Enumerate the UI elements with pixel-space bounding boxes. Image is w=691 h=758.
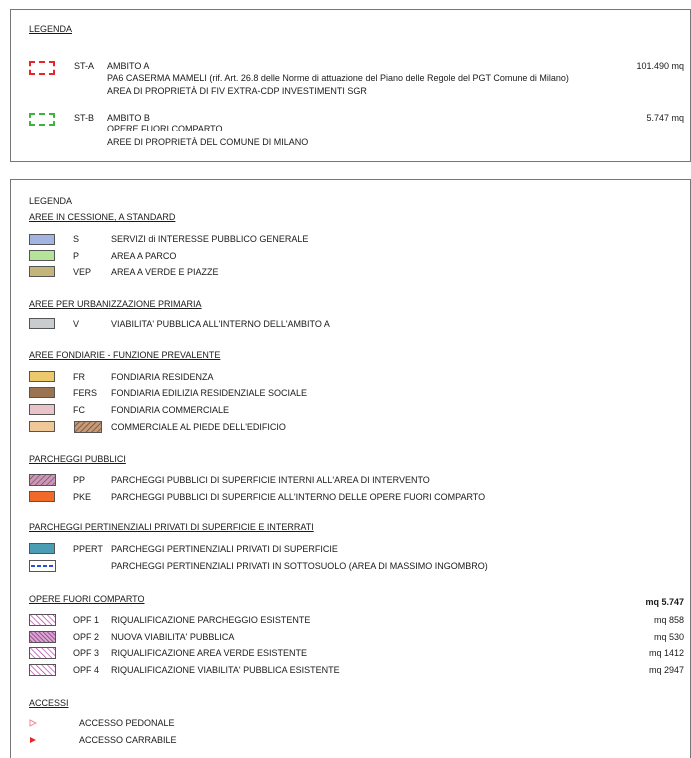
ambito-b-ownership: AREE DI PROPRIETÀ DEL COMUNE DI MILANO [107, 137, 309, 147]
label-opf4: RIQUALIFICAZIONE VIABILITA' PUBBLICA ESISTENTE [111, 665, 340, 675]
label-vep: AREA A VERDE E PIAZZE [111, 267, 219, 277]
top-legend-title: LEGENDA [29, 24, 73, 34]
swatch-vep [29, 266, 55, 277]
ambito-a-title: AMBITO A [107, 61, 150, 71]
ambito-b-description: OPERE FUORI COMPARTO [107, 124, 223, 131]
swatch-commerciale-hatch [74, 421, 102, 433]
code-ppert: PPERT [73, 544, 103, 554]
section-title-opere: OPERE FUORI COMPARTO [29, 594, 145, 604]
opere-total: mq 5.747 [645, 597, 684, 607]
section-title-urbanizzazione: AREE PER URBANIZZAZIONE PRIMARIA [29, 299, 202, 309]
swatch-commerciale [29, 421, 55, 432]
value-opf1: mq 858 [653, 615, 684, 625]
label-fc: FONDIARIA COMMERCIALE [111, 405, 230, 415]
label-fers: FONDIARIA EDILIZIA RESIDENZIALE SOCIALE [111, 388, 308, 398]
section-title-pertinenziali: PARCHEGGI PERTINENZIALI PRIVATI DI SUPERFICIE E INTERRATI [29, 522, 314, 532]
swatch-sottosuolo [29, 560, 56, 572]
swatch-pke [29, 491, 55, 502]
swatch-opf4 [29, 664, 56, 676]
ambito-a-description: PA6 CASERMA MAMELI (rif. Art. 26.8 delle Norme di attuazione del Piano delle Regole del PGT Comune di Milano) [107, 73, 569, 83]
ambito-b-area: 5.747 mq [646, 113, 684, 123]
ambito-b-boundary-symbol [29, 113, 55, 126]
ambito-b-code: ST-B [74, 113, 95, 123]
label-commerciale: COMMERCIALE AL PIEDE DELL'EDIFICIO [111, 422, 286, 432]
value-opf4: mq 2947 [648, 665, 684, 675]
value-opf3: mq 1412 [648, 648, 684, 658]
label-opf2: NUOVA VIABILITA' PUBBLICA [111, 632, 235, 642]
label-v: VIABILITA' PUBBLICA ALL'INTERNO DELL'AMBITO A [111, 319, 330, 329]
ambito-a-area: 101.490 mq [636, 61, 684, 71]
section-title-parcheggi: PARCHEGGI PUBBLICI [29, 454, 126, 464]
legend-title: LEGENDA [29, 196, 73, 206]
code-v: V [73, 319, 80, 329]
code-fr: FR [73, 372, 85, 382]
code-pp: PP [73, 475, 86, 485]
label-pp: PARCHEGGI PUBBLICI DI SUPERFICIE INTERNI ALL'AREA DI INTERVENTO [111, 475, 430, 485]
label-accesso-pedonale: ACCESSO PEDONALE [79, 718, 175, 728]
section-title-accessi: ACCESSI [29, 698, 69, 708]
swatch-fc [29, 404, 55, 415]
swatch-fr [29, 371, 55, 382]
ambito-a-code: ST-A [74, 61, 95, 71]
swatch-v [29, 318, 55, 329]
code-opf4: OPF 4 [73, 665, 100, 675]
label-sottosuolo: PARCHEGGI PERTINENZIALI PRIVATI IN SOTTOSUOLO (AREA DI MASSIMO INGOMBRO) [111, 561, 488, 571]
section-title-fondiarie: AREE FONDIARIE - FUNZIONE PREVALENTE [29, 350, 221, 360]
code-pke: PKE [73, 492, 92, 502]
code-vep: VEP [73, 267, 92, 277]
label-opf1: RIQUALIFICAZIONE PARCHEGGIO ESISTENTE [111, 615, 311, 625]
ambito-a-boundary-symbol [29, 61, 55, 75]
code-p: P [73, 251, 80, 261]
swatch-opf3 [29, 647, 56, 659]
code-fers: FERS [73, 388, 98, 398]
swatch-opf1 [29, 614, 56, 626]
label-accesso-carrabile: ACCESSO CARRABILE [79, 735, 177, 745]
label-fr: FONDIARIA RESIDENZA [111, 372, 214, 382]
swatch-s [29, 234, 55, 245]
code-opf1: OPF 1 [73, 615, 100, 625]
swatch-pp [29, 474, 56, 486]
label-pke: PARCHEGGI PUBBLICI DI SUPERFICIE ALL'INTERNO DELLE OPERE FUORI COMPARTO [111, 492, 486, 502]
value-opf2: mq 530 [653, 632, 684, 642]
code-opf3: OPF 3 [73, 648, 100, 658]
label-opf3: RIQUALIFICAZIONE AREA VERDE ESISTENTE [111, 648, 308, 658]
label-s: SERVIZI di INTERESSE PUBBLICO GENERALE [111, 234, 309, 244]
pedestrian-access-arrow-icon [29, 719, 37, 727]
label-ppert: PARCHEGGI PERTINENZIALI PRIVATI DI SUPERFICIE [111, 544, 338, 554]
top-legend-panel [10, 9, 691, 162]
swatch-p [29, 250, 55, 261]
section-title-standard: AREE IN CESSIONE, A STANDARD [29, 212, 176, 222]
swatch-ppert [29, 543, 55, 554]
code-fc: FC [73, 405, 85, 415]
code-opf2: OPF 2 [73, 632, 100, 642]
label-p: AREA A PARCO [111, 251, 177, 259]
vehicle-access-arrow-icon [29, 736, 37, 744]
swatch-fers [29, 387, 55, 398]
ambito-b-title: AMBITO B [107, 113, 150, 123]
swatch-opf2 [29, 631, 56, 643]
ambito-a-ownership: AREA DI PROPRIETÀ DI FIV EXTRA-CDP INVESTIMENTI SGR [107, 86, 367, 96]
code-s: S [73, 234, 80, 244]
main-legend-panel [10, 179, 691, 758]
